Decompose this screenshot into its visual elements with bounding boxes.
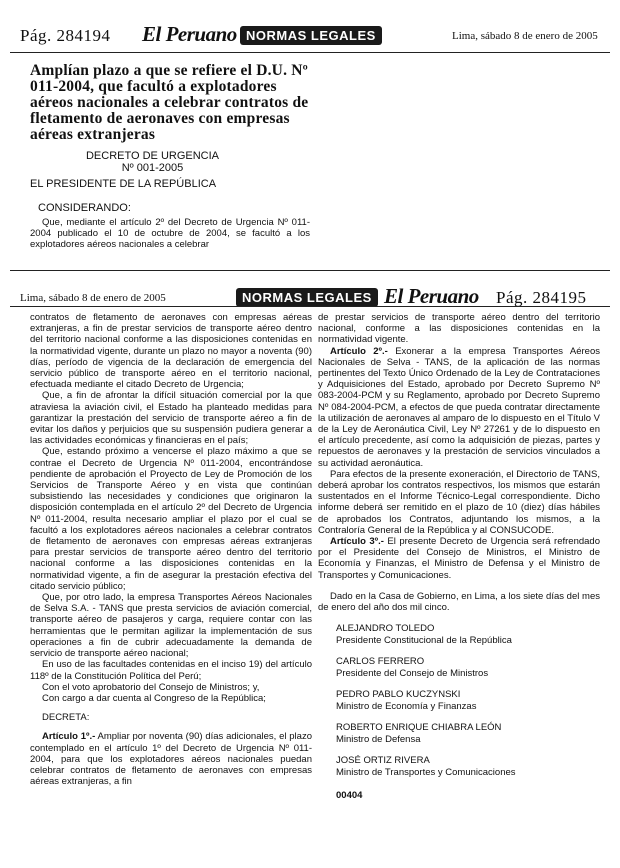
header-rule bbox=[10, 306, 610, 307]
section-badge: NORMAS LEGALES bbox=[236, 288, 378, 307]
paragraph: Que, estando próximo a vencerse el plazo máximo a que se contrae el Decreto de Urgencia Nº 011-2004, encontrándose pendiente de aprobación el Proyecto de Ley de Promoción de los Servicios de Transporte Aéreo y en vista que continúan subsistiendo las necesidades y condiciones que originaron la disposición contemplada en el artículo 2º del Decreto de Urgencia Nº 011-2004, resulta necesario ampliar el plazo por el cual se facultó a los explotadores aéreos nacionales a celebrar contratos de fletamento de aeronaves con empresas aéreas extranjeras para prestar servicios de transporte aéreo dentro del territorio nacional conforme a las disposiciones contenidas en la normatividad vigente, a fin de asegurar la prestación efectiva del citado servicio público; bbox=[30, 446, 312, 592]
article-text: El presente Decreto de Urgencia será refrendado por el Presidente del Consejo de Ministros, el Ministro de Economía y Finanzas, el Ministro de Defensa y el Ministro de Transportes y Comunicaciones. bbox=[318, 536, 600, 581]
signature-block bbox=[336, 722, 600, 745]
decree-title: Amplían plazo a que se refiere el D.U. Nº 011-2004, que facultó a explotadores aéreos nacionales a celebrar contratos de fletamento de aeronaves con empresas aéreas extranjeras bbox=[30, 62, 309, 143]
article-3 bbox=[318, 536, 600, 581]
publication-logo: El Peruano bbox=[142, 22, 237, 46]
paragraph: Que, a fin de afrontar la difícil situación comercial por la que atraviesa la aviación civil, el Estado ha planteado medidas para garantizar la prestación del servicio de transporte aéreo a fin de evitar los daños y perjuicios que su suspensión pudiera generar a las actividades económicas y financieras en el país; bbox=[30, 390, 312, 447]
article-text: Exonerar a la empresa Transportes Aéreos Nacionales de Selva - TANS, de la aplicación de las normas pertinentes del Texto Único Ordenado de la Ley de Contrataciones y Adquisiciones del Estado, aprobado por Decreto Supremo Nº 083-2004-PCM y su Reglamento, aprobado por Decreto Supremo Nº 084-2004-PCM, a efectos de que pueda contratar directamente la utilización de aeronaves al amparo de lo dispuesto en el Título V de la Ley de Aeronáutica Civil, Ley Nº 27261 y de lo dispuesto en el artículo precedente, así como la adquisición de piezas, partes y repuestos de aeronaves y la prestación de servicios vinculados a su actividad aeronáutica. bbox=[318, 345, 600, 469]
paragraph: Con cargo a dar cuenta al Congreso de la República; bbox=[42, 692, 266, 704]
considerando-heading: CONSIDERANDO: bbox=[38, 202, 131, 214]
signatory-role: Ministro de Transportes y Comunicaciones bbox=[336, 766, 516, 778]
article-2 bbox=[318, 346, 600, 469]
page-header-top bbox=[0, 22, 620, 52]
decree-number: Nº 001-2005 bbox=[121, 162, 184, 174]
paragraph: Con el voto aprobatorio del Consejo de Ministros; y, bbox=[42, 681, 260, 693]
signatory-name: ROBERTO ENRIQUE CHIABRA LEÓN bbox=[336, 722, 502, 734]
section-divider bbox=[10, 270, 610, 271]
paragraph: En uso de las facultades contenidas en el inciso 19) del artículo 118º de la Constitución Política del Perú; bbox=[30, 659, 312, 682]
decreta-heading: DECRETA: bbox=[42, 712, 90, 724]
article-1 bbox=[30, 731, 312, 787]
signature-block bbox=[336, 623, 600, 646]
signatory-role: Ministro de Economía y Finanzas bbox=[336, 700, 477, 712]
publication-logo: El Peruano bbox=[384, 284, 479, 308]
article-label: Artículo 3º.- bbox=[330, 536, 384, 548]
header-rule bbox=[10, 52, 610, 53]
text-column-right bbox=[318, 312, 600, 801]
signatory-role: Presidente del Consejo de Ministros bbox=[336, 667, 489, 679]
paragraph: Que, por otro lado, la empresa Transportes Aéreos Nacionales de Selva S.A. - TANS que presta servicios de aviación comercial, transporte aéreo de pasajeros y carga, requiere contar con las herramientas que le permitan agilizar la implementación de sus operaciones a fin de cubrir adecuadamente la demanda de servicio de transporte aéreo nacional; bbox=[30, 592, 312, 660]
page-number: Pág. 284194 bbox=[20, 26, 111, 45]
signature-block bbox=[336, 656, 600, 679]
paragraph: de prestar servicios de transporte aéreo dentro del territorio nacional, conforme a las disposiciones contenidas en la normatividad vigente. bbox=[318, 312, 600, 346]
decree-issuer: EL PRESIDENTE DE LA REPÚBLICA bbox=[30, 178, 217, 190]
signature-block bbox=[336, 689, 600, 712]
decree-type: DECRETO DE URGENCIA bbox=[85, 150, 220, 162]
article-label: Artículo 2º.- bbox=[330, 345, 388, 357]
signatory-role: Presidente Constitucional de la República bbox=[336, 634, 512, 646]
decree-id bbox=[40, 150, 265, 174]
issue-date: Lima, sábado 8 de enero de 2005 bbox=[452, 30, 598, 42]
section-badge: NORMAS LEGALES bbox=[240, 26, 382, 45]
paragraph: contratos de fletamento de aeronaves con empresas aéreas extranjeras, a fin de prestar servicios de transporte aéreo dentro del territorio nacional conforme a las disposiciones contenidas en la normatividad vigente, durante un plazo no mayor a noventa (90) días, período de vigencia de la declaración de emergencia del servicio público de transporte aéreo en el territorio nacional, efectuada mediante el citado Decreto de Urgencia; bbox=[30, 312, 312, 391]
signature-block bbox=[336, 755, 600, 778]
document-code: 00404 bbox=[336, 790, 363, 802]
intro-paragraph: Que, mediante el artículo 2º del Decreto de Urgencia Nº 011-2004 publicado el 10 de octubre de 2004, se facultó a los explotadores aéreos nacionales a celebrar bbox=[30, 217, 310, 250]
signatory-name: JOSÉ ORTIZ RIVERA bbox=[336, 755, 430, 767]
issue-date: Lima, sábado 8 de enero de 2005 bbox=[20, 292, 166, 304]
paragraph: Para efectos de la presente exoneración, el Directorio de TANS, deberá aprobar los contratos respectivos, los mismos que estarán sustentados en el Informe Técnico-Legal correspondiente. Dicho informe deberá ser remitido en el plazo de 10 (diez) días hábiles de aprobados los Contratos, adjuntando los mismos, a la Contraloría General de la República y al CONSUCODE. bbox=[318, 468, 600, 536]
signatory-name: PEDRO PABLO KUCZYNSKI bbox=[336, 689, 461, 701]
article-text: Ampliar por noventa (90) días adicionales, el plazo contemplado en el artículo 1º del Decreto de Urgencia Nº 011-2004, para que los explotadores aéreos nacionales puedan celebrar contratos de fletamento de aeronaves con empresas aéreas extranjeras, a fin bbox=[30, 731, 312, 788]
page-header-bottom bbox=[0, 284, 620, 314]
article-label: Artículo 1º.- bbox=[42, 731, 96, 743]
signatory-name: CARLOS FERRERO bbox=[336, 656, 425, 668]
page-number: Pág. 284195 bbox=[496, 288, 587, 307]
signatory-role: Ministro de Defensa bbox=[336, 733, 421, 745]
closing-paragraph: Dado en la Casa de Gobierno, en Lima, a los siete días del mes de enero del año dos mil cinco. bbox=[318, 590, 600, 614]
signatory-name: ALEJANDRO TOLEDO bbox=[336, 623, 435, 635]
text-column-left bbox=[30, 312, 312, 787]
